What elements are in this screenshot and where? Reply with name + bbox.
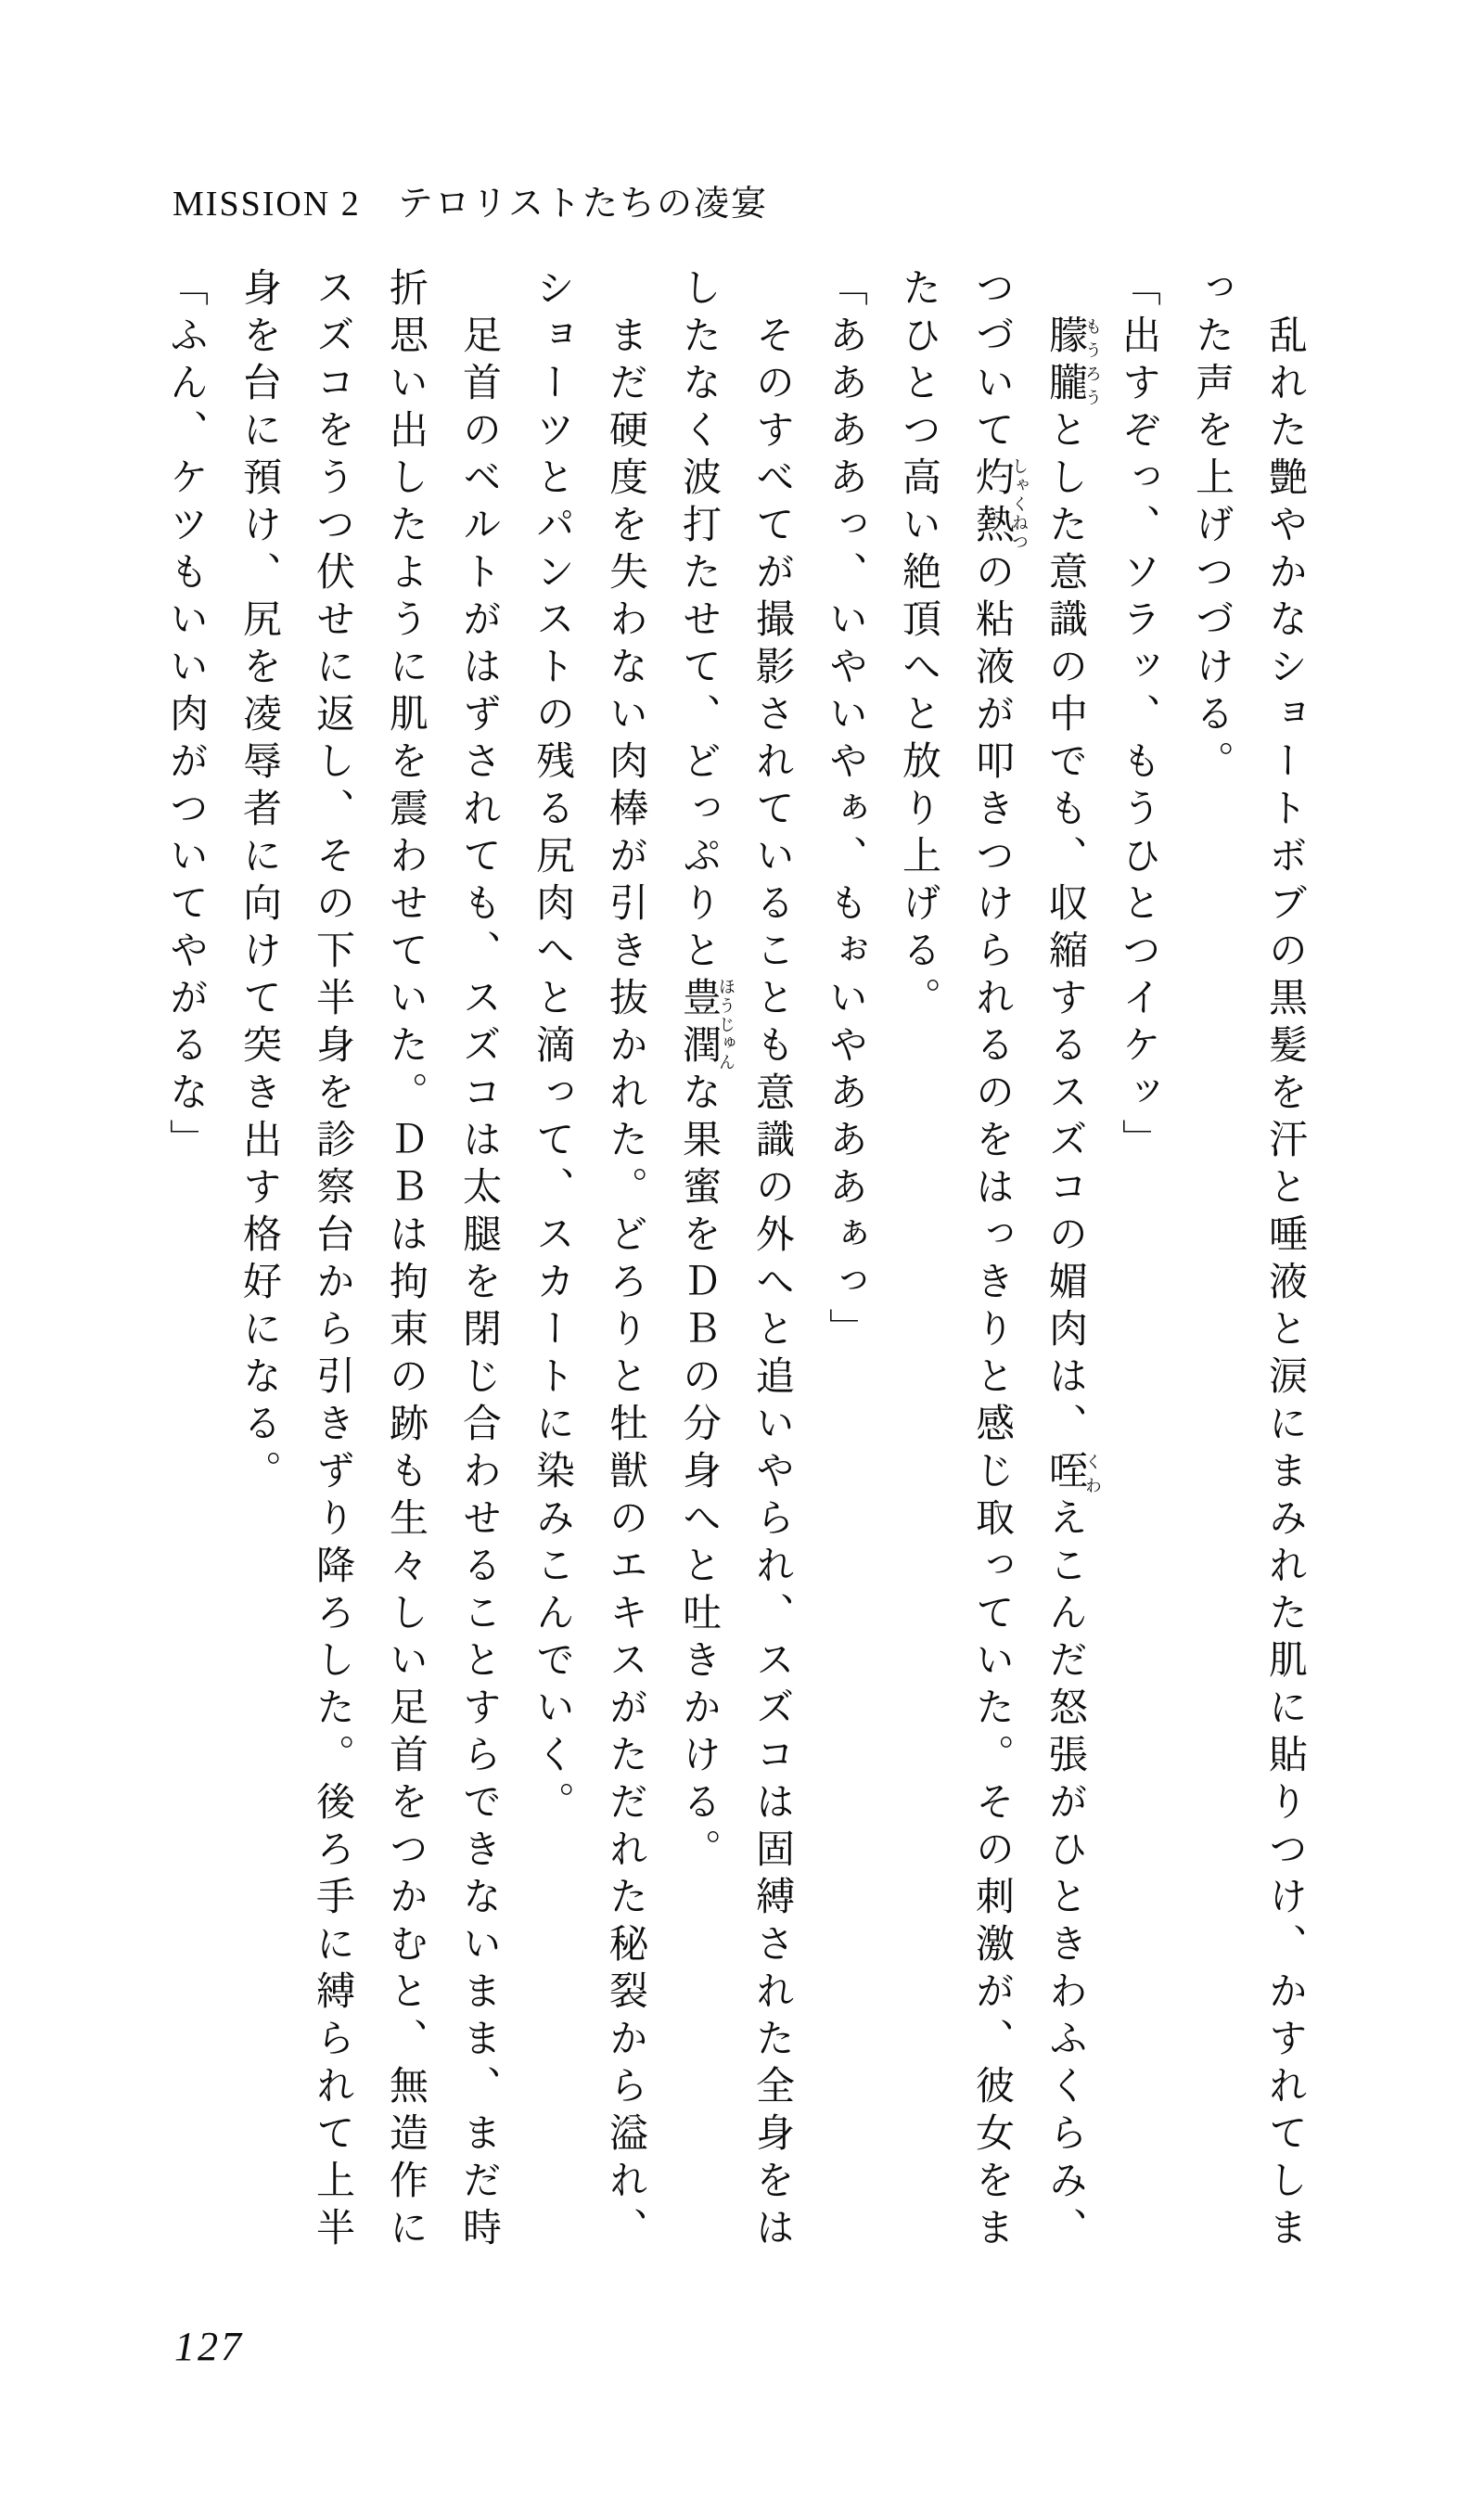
page-number: 127 xyxy=(174,2324,244,2369)
paragraph: 足首のベルトがはずされても、スズコは太腿を閉じ合わせることすらできないまま、まだ時折思い出したように肌を震わせていた。ＤＢは拘束の跡も生々しい足首をつかむと、無造作にスズコをうつ伏せに返し、その下半身を診察台から引きずり降ろした。後ろ手に縛られて上半身を台に預け、尻を凌辱者に向けて突き出す格好になる。 xyxy=(237,267,500,2254)
paragraph: 朦朧もうろうとした意識の中でも、収縮するスズコの媚肉は、咥くわえこんだ怒張がひときわふくらみ、つづいて灼熱しゃくねつの粘液が叩きつけられるのをはっきりと感じ取っていた。その刺激が、彼女をまたひとつ高い絶頂へと放り上げる。 xyxy=(897,267,1102,2254)
furigana: もうろう xyxy=(1083,314,1102,409)
chapter-header: MISSION 2 テロリストたちの凌宴 xyxy=(173,185,768,224)
ruby-annotated-text: 豊潤ほうじゅん xyxy=(677,977,736,1071)
furigana: しゃくねつ xyxy=(1010,456,1029,551)
paragraph: 乱れた艶やかなショートボブの黒髪を汗と唾液と涙にまみれた肌に貼りつけ、かすれてしまった声を上げつづける。 xyxy=(1190,267,1306,2254)
paragraph: 「出すぞっ、ソラッ、もうひとつイケッ」 xyxy=(1117,267,1159,1166)
ruby-annotated-text: 灼熱しゃくねつ xyxy=(970,456,1029,551)
paragraph: まだ硬度を失わない肉棒が引き抜かれた。どろりと牡獣のエキスがただれた秘裂から溢れ、ショーツとパンストの残る尻肉へと滴って、スカートに染みこんでいく。 xyxy=(531,267,646,2254)
furigana: くわ xyxy=(1083,1450,1102,1497)
paragraph: 「ああああっ、いやいやぁ、もぉいやあああぁっ」 xyxy=(824,267,866,1355)
ruby-annotated-text: 咥くわ xyxy=(1043,1450,1102,1497)
paragraph: そのすべてが撮影されていることも意識の外へと追いやられ、スズコは固縛された全身をはしたなく波打たせて、どっぷりと豊潤ほうじゅんな果蜜をＤＢの分身へと吐きかける。 xyxy=(677,267,793,2254)
body-text xyxy=(148,267,1321,2262)
paragraph: 「ふん、ケツもいい肉がついてやがるな」 xyxy=(164,267,207,1166)
furigana: ほうじゅん xyxy=(717,977,736,1071)
ruby-annotated-text: 朦朧もうろう xyxy=(1043,314,1102,409)
